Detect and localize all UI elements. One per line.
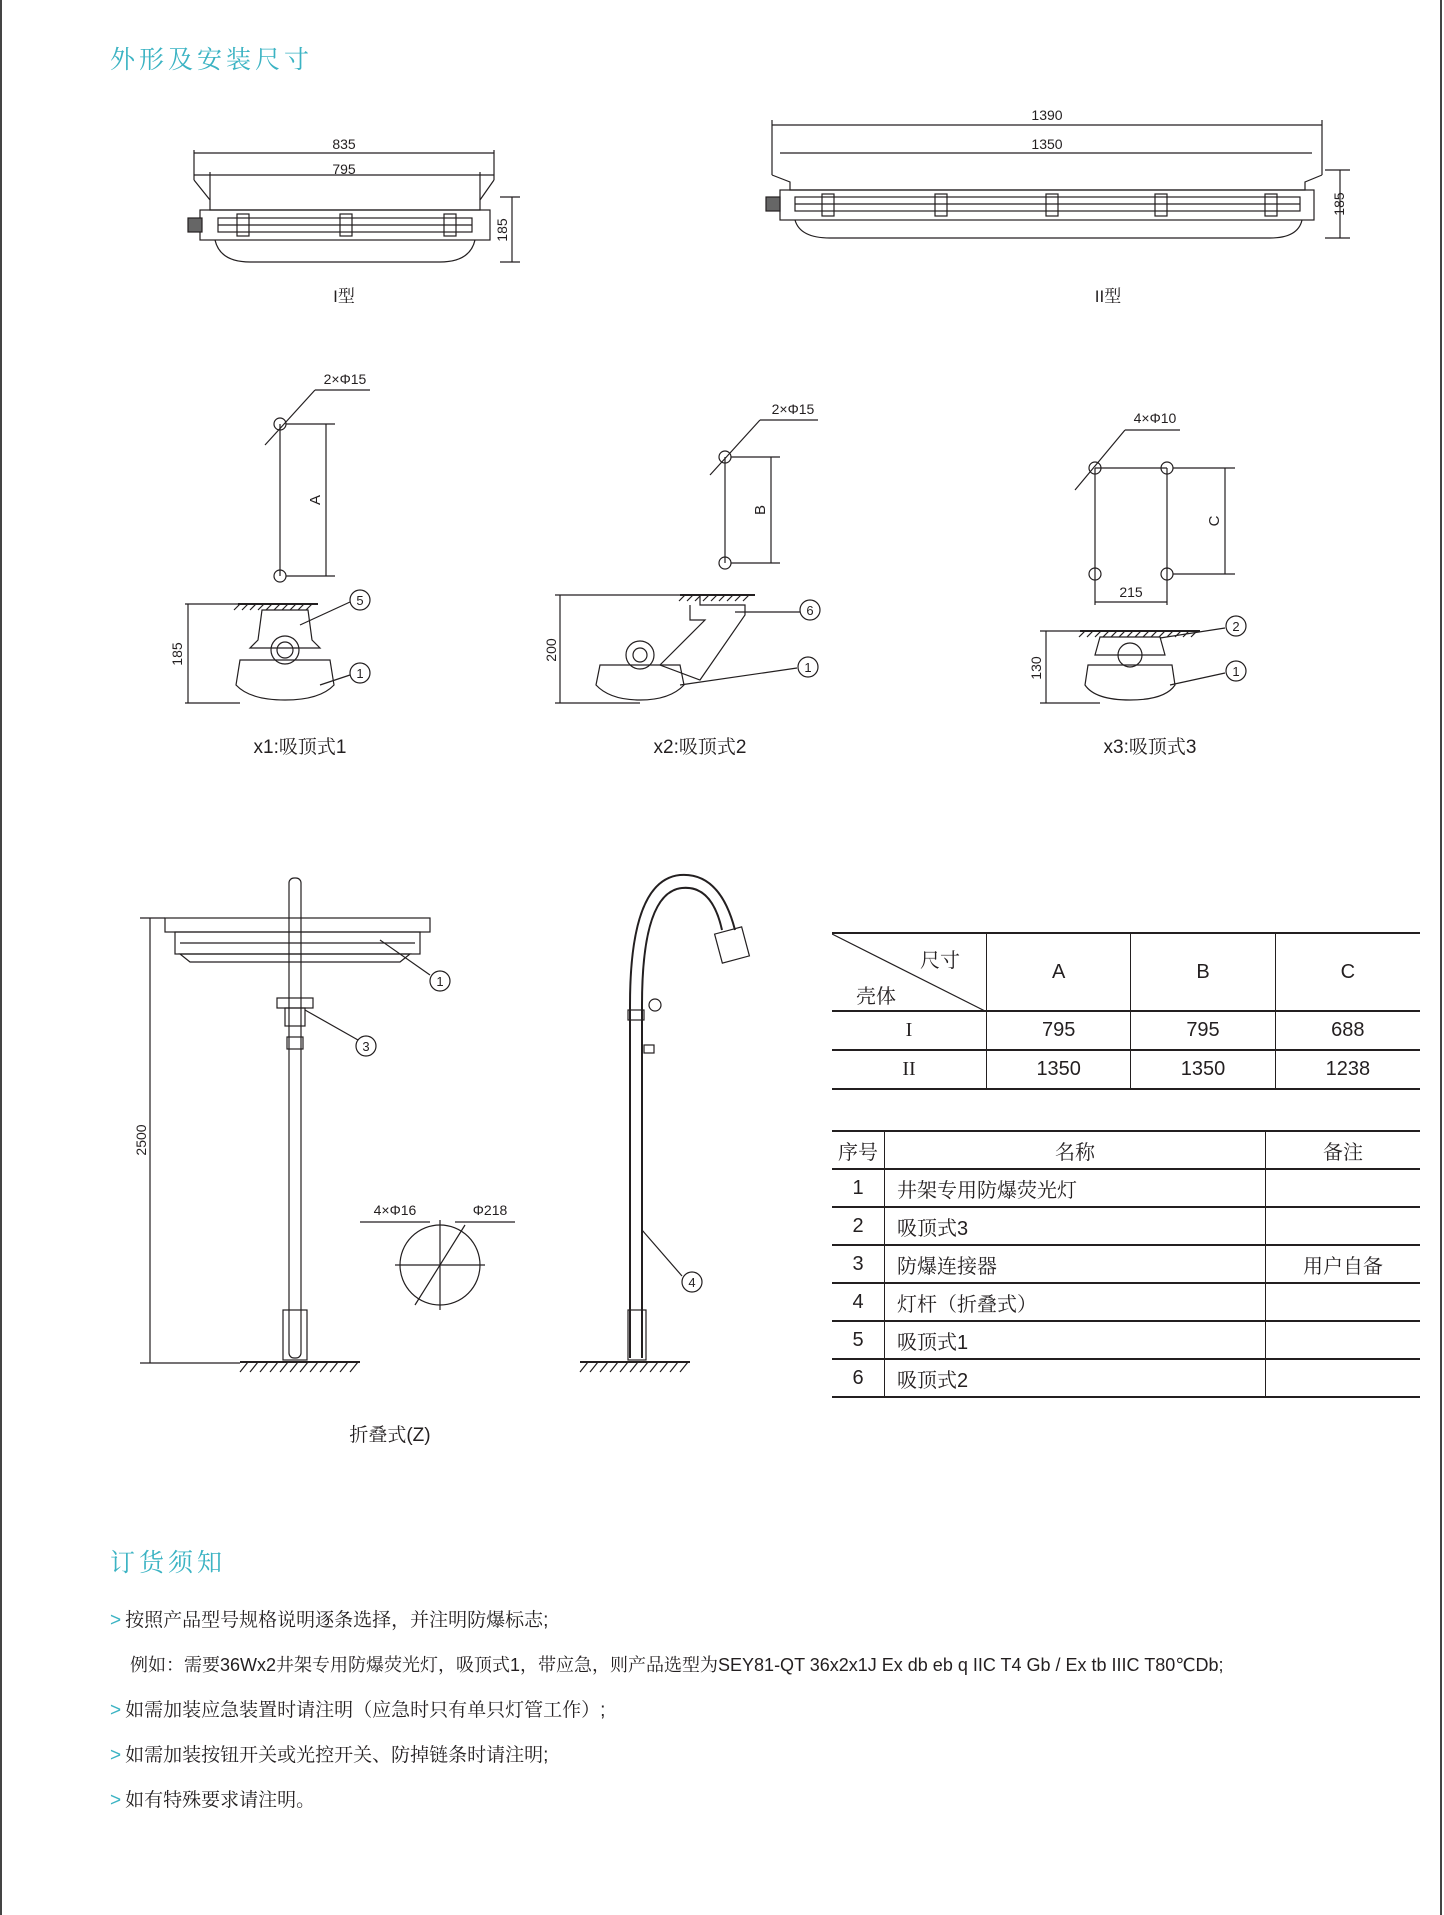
mount3-drawing	[1028, 410, 1246, 703]
note-line	[110, 1688, 1223, 1733]
shell-type: II	[832, 1050, 987, 1089]
type1-lamp-drawing	[188, 136, 520, 262]
mount3-callout-1: 1	[1232, 664, 1240, 679]
mount2-holes: 2×Φ15	[771, 401, 815, 417]
part-no: 2	[832, 1207, 885, 1245]
section-title-ordering: 订货须知	[110, 1549, 227, 1577]
part-no: 5	[832, 1321, 885, 1359]
arrow-icon: >	[110, 1700, 122, 1721]
note-text: 如需加装按钮开关或光控开关、防掉链条时请注明;	[125, 1745, 549, 1766]
mount1-drawing	[169, 371, 370, 703]
dim-value: 688	[1275, 1011, 1420, 1050]
note-line	[110, 1733, 1223, 1778]
table-row	[832, 1321, 1420, 1359]
note-example: 例如：需要36Wx2井架专用防爆荧光灯，吸顶式1，带应急，则产品选型为SEY81-QT 36x2x1J Ex db eb q IIC T4 Gb / Ex tb IIIC T80℃Db;	[130, 1655, 1224, 1675]
part-no: 6	[832, 1359, 885, 1397]
part-no: 1	[832, 1169, 885, 1207]
type2-inner-dim: 1350	[1031, 136, 1063, 152]
type1-inner-dim: 795	[332, 161, 356, 177]
mount1-dim-A: A	[307, 494, 324, 506]
section-title-dimensions: 外形及安装尺寸	[110, 46, 314, 74]
arrow-icon: >	[110, 1745, 122, 1766]
ordering-notes	[110, 1598, 1223, 1823]
pole-caption: 折叠式(Z)	[349, 1425, 431, 1446]
part-name: 吸顶式3	[885, 1207, 1266, 1245]
part-no: 3	[832, 1245, 885, 1283]
note-line	[110, 1598, 1223, 1643]
dim-value: 1238	[1275, 1050, 1420, 1089]
mount2-height: 200	[543, 638, 559, 662]
note-text: 如有特殊要求请注明。	[125, 1790, 316, 1811]
mount1-holes: 2×Φ15	[323, 371, 367, 387]
part-name: 吸顶式1	[885, 1321, 1266, 1359]
dim-value: 795	[987, 1011, 1131, 1050]
type2-lamp-drawing	[766, 107, 1350, 238]
table-row	[832, 1283, 1420, 1321]
parts-header-note: 备注	[1266, 1131, 1421, 1169]
part-name: 防爆连接器	[885, 1245, 1266, 1283]
table-row	[832, 1359, 1420, 1397]
table-row	[832, 1245, 1420, 1283]
mount3-holes: 4×Φ10	[1133, 410, 1177, 426]
part-name: 井架专用防爆荧光灯	[885, 1169, 1266, 1207]
part-name: 吸顶式2	[885, 1359, 1266, 1397]
mount3-callout-2: 2	[1232, 619, 1240, 634]
table-row	[832, 1050, 1420, 1089]
pole-callout-3: 3	[362, 1039, 370, 1054]
mount3-width: 215	[1119, 584, 1143, 600]
table-row	[832, 1207, 1420, 1245]
dimension-table-corner	[832, 933, 987, 1011]
part-note	[1266, 1321, 1421, 1359]
pole-base-holes: 4×Φ16	[373, 1202, 417, 1218]
shell-type: I	[832, 1011, 987, 1050]
parts-table	[832, 1130, 1420, 1398]
dim-header-c: C	[1275, 933, 1420, 1011]
mount1-height: 185	[169, 642, 185, 666]
dim-value: 1350	[1131, 1050, 1275, 1089]
mount2-caption: x2:吸顶式2	[653, 737, 747, 758]
type1-height-dim: 185	[494, 218, 510, 242]
arrow-icon: >	[110, 1790, 122, 1811]
type2-height-dim: 185	[1331, 192, 1347, 216]
pole-callout-1: 1	[436, 974, 444, 989]
mount3-height: 130	[1028, 656, 1044, 680]
dim-header-a: A	[987, 933, 1131, 1011]
part-note	[1266, 1169, 1421, 1207]
type2-caption: II型	[1094, 287, 1122, 306]
note-line	[110, 1778, 1223, 1823]
mount2-dim-B: B	[752, 504, 769, 516]
mount1-callout-1: 1	[356, 666, 364, 681]
dimension-table	[832, 932, 1420, 1090]
mount2-drawing	[543, 401, 820, 703]
part-note	[1266, 1359, 1421, 1397]
arrow-icon: >	[110, 1610, 122, 1631]
type2-overall-dim: 1390	[1031, 107, 1063, 123]
parts-header-name: 名称	[885, 1131, 1266, 1169]
pole-height: 2500	[133, 1124, 149, 1156]
dim-value: 795	[1131, 1011, 1275, 1050]
dim-header-b: B	[1131, 933, 1275, 1011]
part-note: 用户自备	[1266, 1245, 1421, 1283]
pole-drawing	[133, 875, 749, 1372]
part-note	[1266, 1207, 1421, 1245]
note-text: 按照产品型号规格说明逐条选择，并注明防爆标志;	[125, 1610, 549, 1631]
part-note	[1266, 1283, 1421, 1321]
table-row	[832, 1169, 1420, 1207]
mount3-caption: x3:吸顶式3	[1103, 737, 1197, 758]
pole-base-dia: Φ218	[472, 1202, 508, 1218]
mount2-callout-1: 1	[804, 660, 812, 675]
part-name: 灯杆（折叠式）	[885, 1283, 1266, 1321]
table-row	[832, 1011, 1420, 1050]
parts-header-no: 序号	[832, 1131, 885, 1169]
dim-value: 1350	[987, 1050, 1131, 1089]
corner-top-label: 尺寸	[920, 950, 960, 972]
mount3-dim-C: C	[1206, 515, 1223, 527]
type1-caption: I型	[333, 287, 355, 306]
mount2-callout-6: 6	[806, 603, 814, 618]
part-no: 4	[832, 1283, 885, 1321]
note-text: 如需加装应急装置时请注明（应急时只有单只灯管工作）;	[125, 1700, 606, 1721]
corner-bottom-label: 壳体	[856, 986, 896, 1008]
mount1-caption: x1:吸顶式1	[253, 737, 347, 758]
pole-callout-4: 4	[688, 1275, 696, 1290]
type1-overall-dim: 835	[332, 136, 356, 152]
mount1-callout-5: 5	[356, 593, 364, 608]
